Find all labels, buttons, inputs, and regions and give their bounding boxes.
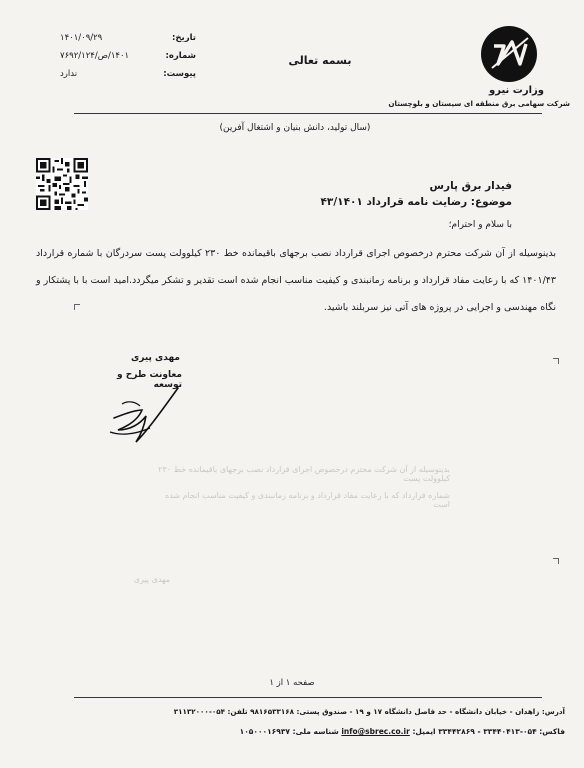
signer-title: معاونت طرح و توسعه xyxy=(117,370,182,390)
letter-number xyxy=(60,51,196,61)
date-label: تاریخ: xyxy=(172,33,196,43)
bleed-through-text: شماره قرارداد که با رعایت مفاد قرارداد و برنامه زمانبندی و کیفیت مناسب انجام شده است xyxy=(164,491,450,509)
company-name: شرکت سهامی برق منطقه ای سیستان و بلوچستان xyxy=(388,99,570,108)
footer-address: آدرس: زاهدان - خیابان دانشگاه - حد فاصل دانشگاه ۱۷ و ۱۹ - صندوق پستی: ۹۸۱۶۵۳۳۱۶۸ تلفن: ۰۵۴-۳۱۱۳۲۰۰۰ xyxy=(173,707,565,716)
corner-mark xyxy=(553,358,559,364)
ministry-name: وزارت نیرو xyxy=(489,85,544,96)
recipient: فیدار برق پارس xyxy=(429,180,512,192)
footer-divider xyxy=(74,697,542,698)
qr-code xyxy=(36,158,88,210)
greeting: با سلام و احترام؛ xyxy=(448,220,512,230)
letter-attachment xyxy=(60,69,196,79)
basmala: بسمه تعالی xyxy=(288,54,352,67)
fax: فاکس: ۰۵۴-۳۳۴۴۰۴۱۳ - ۳۳۴۴۲۸۶۹ xyxy=(438,727,565,736)
national-id-label: شناسه ملی: xyxy=(292,727,339,736)
ministry-logo xyxy=(474,24,544,84)
number-value: ۱۴۰۱/ص/۷۶۹۲/۱۲۴ xyxy=(60,51,130,61)
bleed-through-text: مهدی پیری xyxy=(133,575,170,584)
number-label: شماره: xyxy=(165,51,196,61)
email-link[interactable]: info@sbrec.co.ir xyxy=(341,727,410,736)
header-divider xyxy=(74,113,542,114)
corner-mark xyxy=(553,558,559,564)
corner-mark xyxy=(74,304,80,310)
date-value: ۱۴۰۱/۰۹/۲۹ xyxy=(60,33,103,43)
subject: موضوع: رضایت نامه قرارداد ۴۳/۱۴۰۱ xyxy=(320,196,512,208)
letter-body: بدینوسیله از آن شرکت محترم درخصوص اجرای قرارداد نصب برجهای باقیمانده خط ۲۳۰ کیلوولت پست سردرگان با شماره قرارداد ۱۴۰۱/۴۳ که با رعایت مفاد قرارداد و برنامه زمانبندی و کیفیت مناسب انجام شده است تقدیر و تشکر میگردد.امید است با با پشتکار و نگاه مهندسی و اجرایی در پروژه های آتی نیز سربلند باشید. xyxy=(36,248,556,313)
national-id: ۱۰۵۰۰۰۱۶۹۳۷ xyxy=(239,727,290,736)
bleed-through-text: بدینوسیله از آن شرکت محترم درخصوص اجرای قرارداد نصب برجهای باقیمانده خط ۲۳۰ کیلوولت پست xyxy=(158,465,450,483)
signer-name: مهدی پیری xyxy=(131,353,180,363)
letter-date xyxy=(60,33,196,43)
handwritten-signature xyxy=(100,380,190,450)
attachment-label: پیوست: xyxy=(163,69,196,79)
attachment-value: ندارد xyxy=(60,69,78,79)
email-label: ایمیل: xyxy=(412,727,436,736)
year-slogan: (سال تولید، دانش بنیان و اشتغال آفرین) xyxy=(219,123,371,133)
page-number: صفحه ۱ از ۱ xyxy=(269,678,315,688)
footer-contact xyxy=(80,727,565,736)
